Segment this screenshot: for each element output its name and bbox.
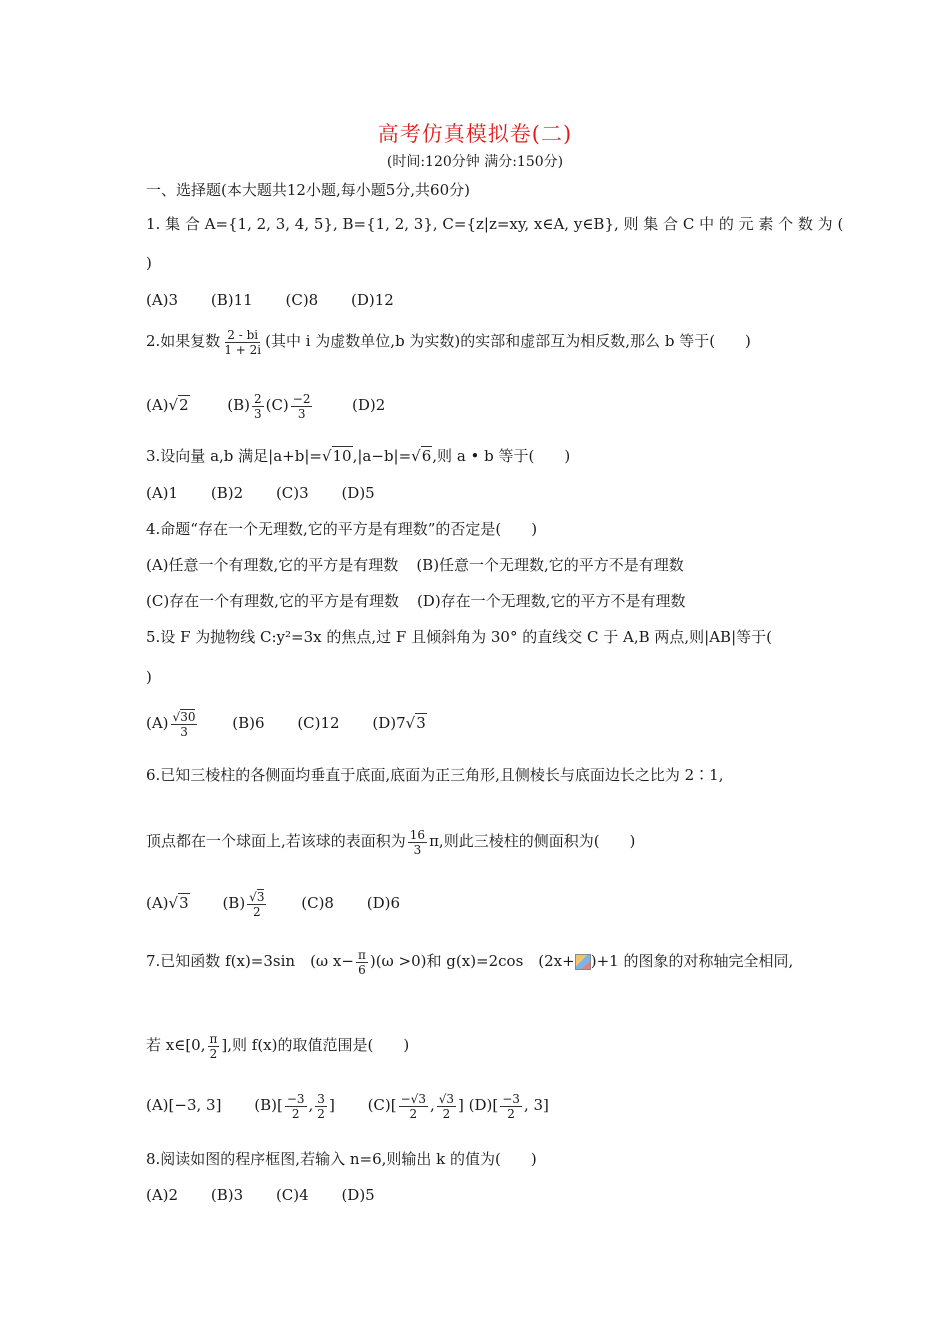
- numerator: −3: [286, 1091, 305, 1106]
- fraction: [356, 948, 368, 977]
- denominator: 3: [413, 842, 422, 857]
- denominator: 3: [297, 406, 306, 421]
- denominator: 2: [291, 1106, 300, 1121]
- fraction: [437, 1092, 456, 1121]
- stem-text: )(ω >0)和 g(x)=2cos (2x+: [369, 952, 575, 970]
- fraction: [247, 890, 266, 919]
- option-c: (C): [265, 396, 289, 414]
- stem-text: ,|a−b|=: [352, 447, 412, 465]
- question-8-options: [146, 1185, 375, 1205]
- numerator: 16: [409, 827, 426, 842]
- stem-text: (其中 i 为虚数单位,b 为实数)的实部和虚部互为相反数,那么 b 等于( ): [265, 332, 751, 350]
- denominator: 2: [507, 1106, 515, 1121]
- broken-image-icon: [575, 954, 591, 970]
- question-6-options: [146, 886, 400, 920]
- option-b: (B)[: [254, 1096, 283, 1114]
- denominator: 2: [442, 1106, 451, 1121]
- question-2-options: [146, 390, 385, 421]
- fraction: [171, 710, 198, 739]
- stem-text: )+1 的图象的对称轴完全相同,: [590, 952, 794, 970]
- option-d: (D)7: [372, 714, 406, 732]
- question-4-options-row2: [146, 591, 685, 611]
- option-c: (C)4: [275, 1186, 309, 1204]
- fraction: [252, 392, 264, 421]
- option-a: (A)2: [146, 1186, 179, 1204]
- stem-text: 2.如果复数: [146, 332, 221, 350]
- question-2-stem: [146, 326, 751, 357]
- option-a: (A)任意一个有理数,它的平方是有理数: [146, 556, 399, 574]
- stem-text: ,则 a • b 等于( ): [432, 447, 571, 465]
- radicand: 6: [421, 447, 432, 465]
- sqrt: √10: [321, 447, 352, 465]
- stem-text: 顶点都在一个球面上,若该球的表面积为: [146, 832, 406, 850]
- option-b: (B)3: [210, 1186, 244, 1204]
- fraction: [285, 1092, 307, 1121]
- option-b: (B)11: [210, 291, 253, 309]
- option-a: (A): [146, 396, 169, 414]
- radicand: 3: [179, 894, 189, 912]
- numerator: −3: [502, 1091, 520, 1106]
- numerator: −√3: [400, 1091, 426, 1106]
- section-heading: 一、选择题(本大题共12小题,每小题5分,共60分): [146, 181, 470, 199]
- stem-text: π,则此三棱柱的侧面积为( ): [429, 832, 636, 850]
- sqrt: √3: [405, 714, 426, 732]
- fraction: [208, 1032, 220, 1061]
- stem-text: 3.设向量 a,b 满足|a+b|=: [146, 447, 322, 465]
- denominator: 2: [253, 904, 261, 919]
- numerator: 2 - bi: [227, 327, 259, 342]
- question-6-stem: 6.已知三棱柱的各侧面均垂直于底面,底面为正三角形,且侧棱长与底面边长之比为 2∶1,: [146, 766, 724, 784]
- option-c: (C)8: [285, 291, 319, 309]
- radicand: 3: [416, 714, 426, 732]
- stem-text: 7.已知函数 f(x)=3sin (ω x−: [146, 952, 354, 970]
- page-title: 高考仿真模拟卷(二): [377, 122, 573, 146]
- denominator: 1 + 2i: [224, 342, 262, 357]
- denominator: 6: [358, 962, 366, 977]
- option-a: (A)[−3, 3]: [146, 1096, 222, 1114]
- option-a: (A)1: [146, 484, 179, 502]
- option-c: (C)3: [275, 484, 309, 502]
- question-7-stem: [146, 944, 793, 978]
- option-b: (B): [227, 396, 250, 414]
- numerator: π: [209, 1031, 218, 1046]
- numerator: 2: [253, 391, 262, 406]
- option-d: (D)12: [351, 291, 394, 309]
- question-6-stem-cont: [146, 824, 635, 858]
- numerator: −2: [292, 391, 311, 406]
- option-c: (C)[: [367, 1096, 397, 1114]
- fraction: [399, 1092, 428, 1121]
- denominator: 3: [253, 406, 262, 421]
- question-1-stem: 1. 集 合 A={1, 2, 3, 4, 5}, B={1, 2, 3}, C={z|z=xy, x∈A, y∈B}, 则 集 合 C 中 的 元 素 个 数 为 (: [146, 215, 844, 233]
- numerator: √3: [249, 889, 265, 904]
- question-7-stem-cont: [146, 1028, 409, 1062]
- radicand: 2: [179, 396, 189, 414]
- option-d: (D)5: [341, 1186, 375, 1204]
- option-a: (A): [146, 894, 169, 912]
- question-1-stem-cont: ): [146, 254, 152, 272]
- numerator: √3: [438, 1091, 455, 1106]
- denominator: 2: [409, 1106, 418, 1121]
- option-a: (A): [146, 714, 169, 732]
- option-c: (C)存在一个有理数,它的平方是有理数: [146, 592, 399, 610]
- sqrt: √3: [168, 894, 189, 912]
- question-5-stem: 5.设 F 为抛物线 C:y²=3x 的焦点,过 F 且倾斜角为 30° 的直线交 C 于 A,B 两点,则|AB|等于(: [146, 628, 772, 646]
- option-d: (D)[: [468, 1096, 499, 1114]
- denominator: 2: [209, 1046, 218, 1061]
- radicand: 10: [332, 447, 352, 465]
- denominator: 2: [317, 1106, 325, 1121]
- question-3-options: [146, 483, 375, 503]
- radicand: 3: [256, 889, 265, 904]
- radicand: 30: [180, 709, 196, 724]
- option-d: (D)5: [341, 484, 375, 502]
- numerator: 3: [317, 1091, 325, 1106]
- option-b: (B)6: [232, 714, 265, 732]
- fraction: [291, 392, 313, 421]
- numerator: π: [357, 947, 366, 962]
- option-d: (D)存在一个无理数,它的平方不是有理数: [416, 592, 686, 610]
- question-5-stem-cont: ): [146, 668, 152, 686]
- question-4-options-row1: [146, 555, 684, 575]
- question-4-stem: 4.命题“存在一个无理数,它的平方是有理数”的否定是( ): [146, 520, 538, 538]
- option-d: (D)6: [366, 894, 401, 912]
- exam-info: (时间:120分钟 满分:150分): [386, 154, 564, 170]
- option-b: (B)任意一个无理数,它的平方不是有理数: [416, 556, 684, 574]
- fraction: [315, 1092, 327, 1121]
- option-a: (A)3: [146, 291, 179, 309]
- fraction: [500, 1092, 522, 1121]
- option-b: (B)2: [210, 484, 244, 502]
- stem-text: 若 x∈[0,: [146, 1036, 206, 1054]
- fraction: [408, 828, 427, 857]
- option-c: (C)12: [297, 714, 340, 732]
- sqrt: √6: [411, 447, 432, 465]
- denominator: 3: [180, 724, 188, 739]
- question-5-options: [146, 706, 427, 740]
- stem-text: ],则 f(x)的取值范围是( ): [221, 1036, 410, 1054]
- question-1-options: [146, 290, 394, 310]
- option-c: (C)8: [301, 894, 334, 912]
- complex-fraction: [222, 328, 263, 357]
- numerator: √30: [172, 709, 196, 724]
- question-8-stem: 8.阅读如图的程序框图,若输入 n=6,则输出 k 的值为( ): [146, 1150, 537, 1168]
- sqrt: √2: [168, 396, 189, 414]
- question-7-options: (A)[−3, 3] (B)[ $\frac{-3}{2}$ , $\frac{3}{2}$ ] (C)[ $\frac{-√3}{2}$ , $\frac{√3}{2}$ ] (D)[ $\frac{-3}{2}$ , 3]: [146, 1091, 549, 1121]
- question-3-stem: [146, 446, 570, 466]
- option-b: (B): [222, 894, 246, 912]
- option-d-tail: , 3]: [523, 1096, 549, 1114]
- option-d: (D)2: [352, 396, 386, 414]
